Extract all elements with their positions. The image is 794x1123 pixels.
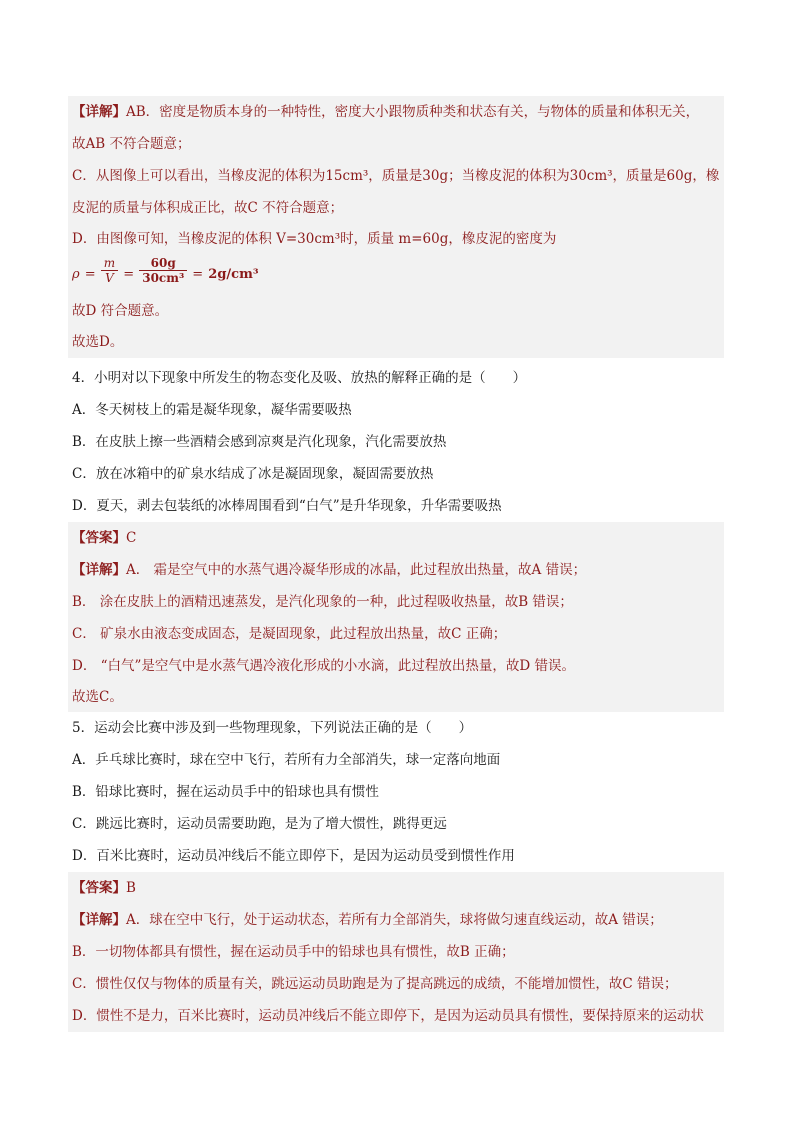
answer-value: C bbox=[126, 530, 137, 546]
fraction-values bbox=[139, 256, 187, 285]
q5-option-d: D．百米比赛时，运动员冲线后不能立即停下，是因为运动员受到惯性作用 bbox=[72, 848, 515, 864]
fraction-m-over-v bbox=[101, 256, 118, 285]
detail-line-4: 皮泥的质量与体积成正比，故C 不符合题意； bbox=[68, 192, 724, 224]
q5-detail-line-1 bbox=[68, 904, 724, 936]
q5-detail-line-3: C．惯性仅仅与物体的质量有关，跳远运动员助跑是为了提高跳远的成绩，不能增加惯性，故C 错误； bbox=[68, 968, 724, 1000]
detail-line-7: 故D 符合题意。 bbox=[68, 296, 724, 326]
q4-option-b: B．在皮肤上擦一些酒精会感到凉爽是汽化现象，汽化需要放热 bbox=[72, 434, 447, 450]
answer-tag: 【答案】 bbox=[72, 530, 126, 546]
formula-eq: = bbox=[192, 267, 204, 282]
q5-option-b: B．铅球比赛时，握在运动员手中的铅球也具有惯性 bbox=[72, 784, 379, 800]
question-5-stem: 5．运动会比赛中涉及到一些物理现象，下列说法正确的是（ ） bbox=[72, 720, 473, 736]
answer-value: B bbox=[126, 880, 136, 896]
fraction-numerator: 60g bbox=[139, 256, 187, 271]
q4-option-d: D．夏天，剥去包装纸的冰棒周围看到“白气”是升华现象，升华需要吸热 bbox=[72, 498, 502, 514]
formula-result: 2g/cm³ bbox=[208, 267, 259, 282]
q4-answer bbox=[68, 522, 724, 554]
formula-eq: = bbox=[84, 267, 96, 282]
formula-rho: ρ bbox=[72, 267, 80, 282]
q5-option-a: A．乒乓球比赛时，球在空中飞行，若所有力全部消失，球一定落向地面 bbox=[72, 752, 501, 768]
detail-tag: 【详解】 bbox=[72, 912, 126, 928]
q5-detail-line-4: D．惯性不是力，百米比赛时，运动员冲线后不能立即停下，是因为运动员具有惯性，要保持原来的运动状 bbox=[68, 1000, 724, 1032]
detail-line-5: D．由图像可知，当橡皮泥的体积 V=30cm³时，质量 m=60g，橡皮泥的密度为 bbox=[68, 224, 724, 254]
question-4-stem: 4．小明对以下现象中所发生的物态变化及吸、放热的解释正确的是（ ） bbox=[72, 370, 527, 386]
density-formula bbox=[68, 254, 724, 296]
answer-tag: 【答案】 bbox=[72, 880, 126, 896]
q5-detail-line-2: B．一切物体都具有惯性，握在运动员手中的铅球也具有惯性，故B 正确； bbox=[68, 936, 724, 968]
detail-line-1 bbox=[68, 96, 724, 128]
fraction-denominator: 30cm³ bbox=[142, 271, 185, 285]
q4-detail-line-2: B． 涂在皮肤上的酒精迅速蒸发，是汽化现象的一种，此过程吸收热量，故B 错误； bbox=[68, 586, 724, 618]
q4-detail-line-3: C． 矿泉水由液态变成固态，是凝固现象，此过程放出热量，故C 正确； bbox=[68, 618, 724, 650]
q4-conclusion: 故选C。 bbox=[68, 682, 724, 712]
fraction-denominator: V bbox=[105, 271, 114, 285]
detail-text: AB．密度是物质本身的一种特性，密度大小跟物质种类和状态有关，与物体的质量和体积无关， bbox=[126, 104, 700, 120]
detail-text: A． 霜是空气中的水蒸气遇冷凝华形成的冰晶，此过程放出热量，故A 错误； bbox=[126, 562, 587, 578]
detail-tag: 【详解】 bbox=[72, 562, 126, 578]
q5-answer bbox=[68, 872, 724, 904]
q4-option-c: C．放在冰箱中的矿泉水结成了冰是凝固现象，凝固需要放热 bbox=[72, 466, 434, 482]
detail-line-3: C．从图像上可以看出，当橡皮泥的体积为15cm³，质量是30g；当橡皮泥的体积为30cm³，质量是60g，橡 bbox=[68, 160, 724, 192]
detail-tag: 【详解】 bbox=[72, 104, 126, 120]
detail-line-2: 故AB 不符合题意； bbox=[68, 128, 724, 160]
q4-detail-line-1 bbox=[68, 554, 724, 586]
q5-option-c: C．跳远比赛时，运动员需要助跑，是为了增大惯性，跳得更远 bbox=[72, 816, 447, 832]
detail-text: A．球在空中飞行，处于运动状态，若所有力全部消失，球将做匀速直线运动，故A 错误； bbox=[126, 912, 663, 928]
detail-line-8: 故选D。 bbox=[68, 326, 724, 358]
fraction-numerator: m bbox=[101, 256, 118, 271]
q4-detail-line-4: D． “白气”是空气中是水蒸气遇冷液化形成的小水滴，此过程放出热量，故D 错误。 bbox=[68, 650, 724, 682]
formula-eq: = bbox=[123, 267, 135, 282]
q4-option-a: A．冬天树枝上的霜是凝华现象，凝华需要吸热 bbox=[72, 402, 352, 418]
